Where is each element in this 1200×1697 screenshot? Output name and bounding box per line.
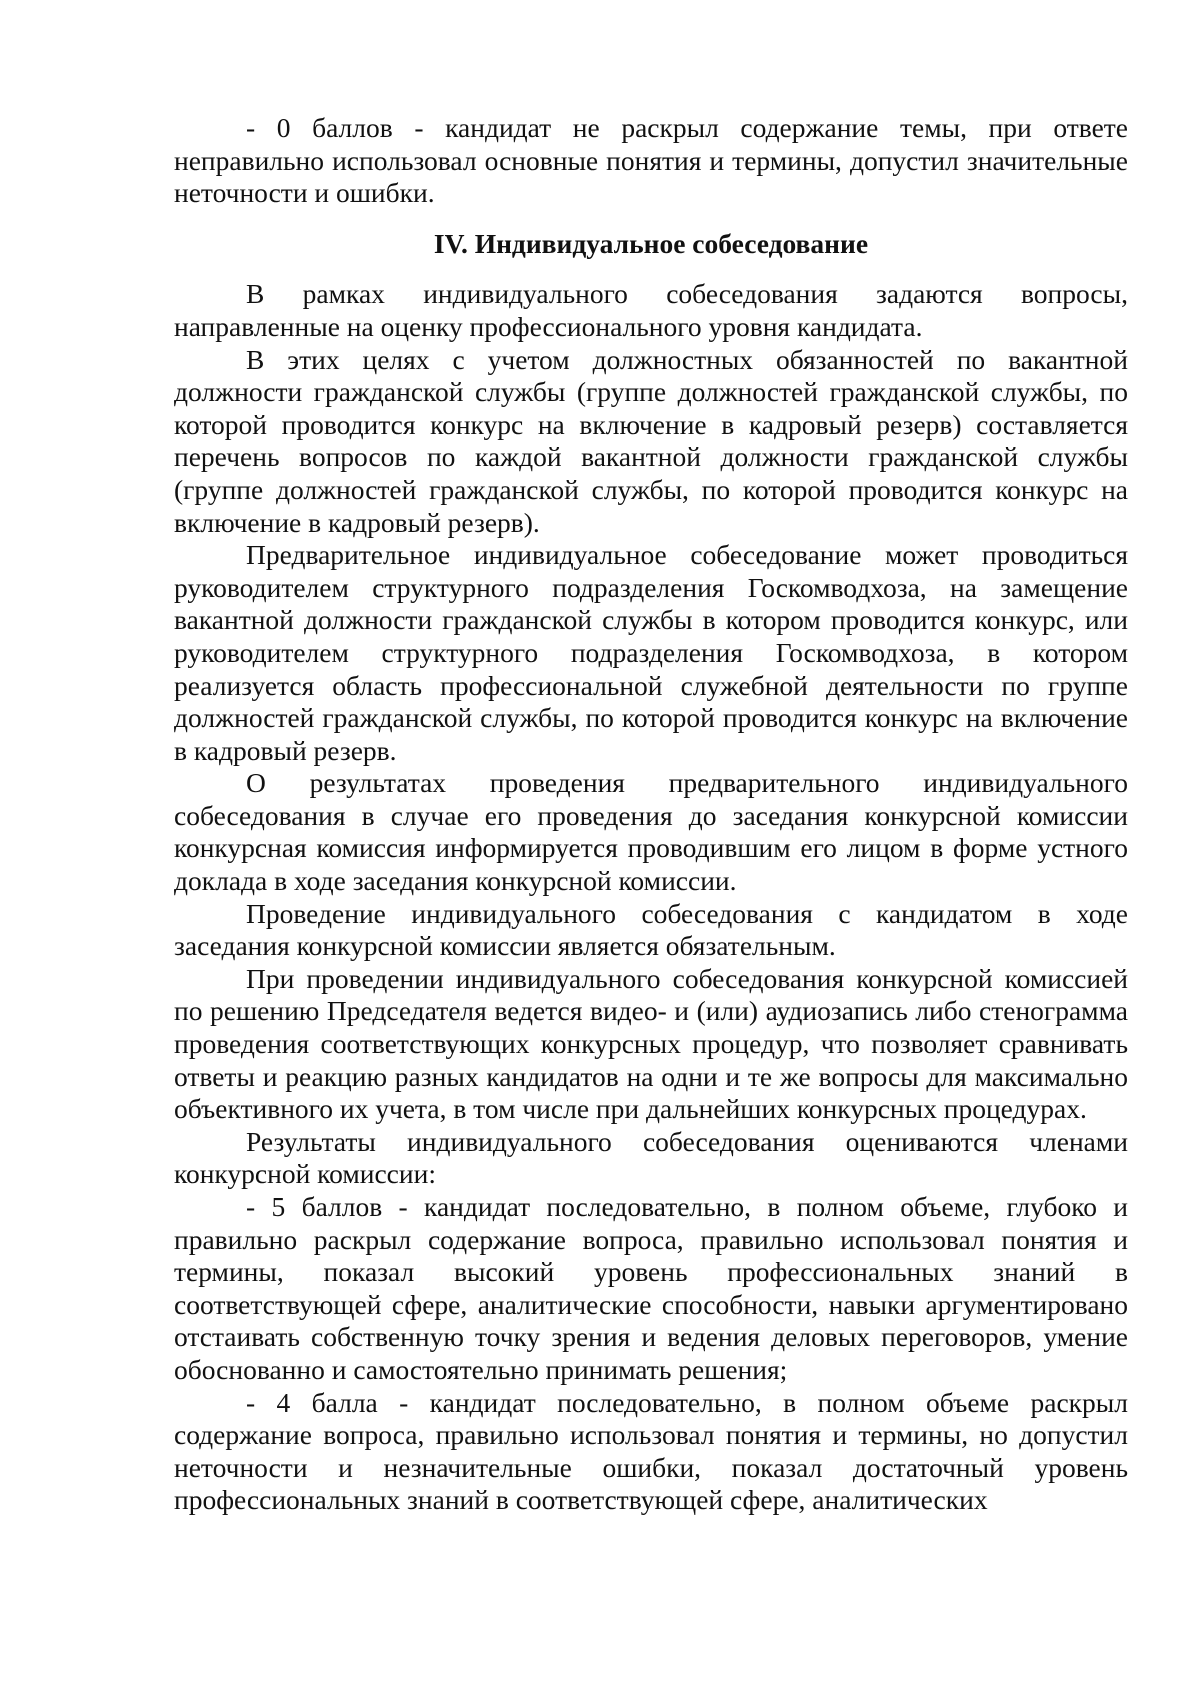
- paragraph-score-0: - 0 баллов - кандидат не раскрыл содержание темы, при ответе неправильно использовал основные понятия и термины, допустил значительные неточности и ошибки.: [174, 112, 1128, 209]
- paragraph-interview-scope: В рамках индивидуального собеседования задаются вопросы, направленные на оценку профессионального уровня кандидата.: [174, 278, 1128, 342]
- document-page: [174, 112, 1128, 1517]
- paragraph-question-list: В этих целях с учетом должностных обязанностей по вакантной должности гражданской службы (группе должностей гражданской службы, по которой проводится конкурс на включение в кадровый резерв) составляется перечень вопросов по каждой вакантной должности гражданской службы (группе должностей гражданской службы, по которой проводится конкурс на включение в кадровый резерв).: [174, 343, 1128, 538]
- paragraph-preliminary-results: О результатах проведения предварительного индивидуального собеседования в случае его проведения до заседания конкурсной комиссии конкурсная комиссия информируется проводившим его лицом в форме устного доклада в ходе заседания конкурсной комиссии.: [174, 767, 1128, 897]
- section-heading: IV. Индивидуальное собеседование: [433, 227, 869, 259]
- paragraph-evaluation: Результаты индивидуального собеседования оцениваются членами конкурсной комиссии:: [174, 1125, 1128, 1190]
- paragraph-score-4: - 4 балла - кандидат последовательно, в полном объеме раскрыл содержание вопроса, правильно использовал понятия и термины, но допустил неточности и незначительные ошибки, показал достаточный уровень профессиональных знаний в соответствующей сфере, аналитических: [174, 1386, 1128, 1516]
- paragraph-recording: При проведении индивидуального собеседования конкурсной комиссией по решению Председателя ведется видео- и (или) аудиозапись либо стенограмма проведения соответствующих конкурсных процедур, что позволяет сравнивать ответы и реакцию разных кандидатов на одни и те же вопросы для максимально объективного их учета, в том числе при дальнейших конкурсных процедурах.: [174, 962, 1128, 1125]
- paragraph-score-5: - 5 баллов - кандидат последовательно, в полном объеме, глубоко и правильно раскрыл содержание вопроса, правильно использовал понятия и термины, показал высокий уровень профессиональных знаний в соответствующей сфере, аналитические способности, навыки аргументировано отстаивать собственную точку зрения и ведения деловых переговоров, умение обоснованно и самостоятельно принимать решения;: [174, 1191, 1128, 1385]
- paragraph-preliminary-interview: Предварительное индивидуальное собеседование может проводиться руководителем структурного подразделения Госкомводхоза, на замещение вакантной должности гражданской службы в котором проводится конкурс, или руководителем структурного подразделения Госкомводхоза, в котором реализуется область профессиональной служебной деятельности по группе должностей гражданской службы, по которой проводится конкурс на включение в кадровый резерв.: [174, 539, 1128, 766]
- paragraph-mandatory-interview: Проведение индивидуального собеседования с кандидатом в ходе заседания конкурсной комиссии является обязательным.: [174, 897, 1128, 962]
